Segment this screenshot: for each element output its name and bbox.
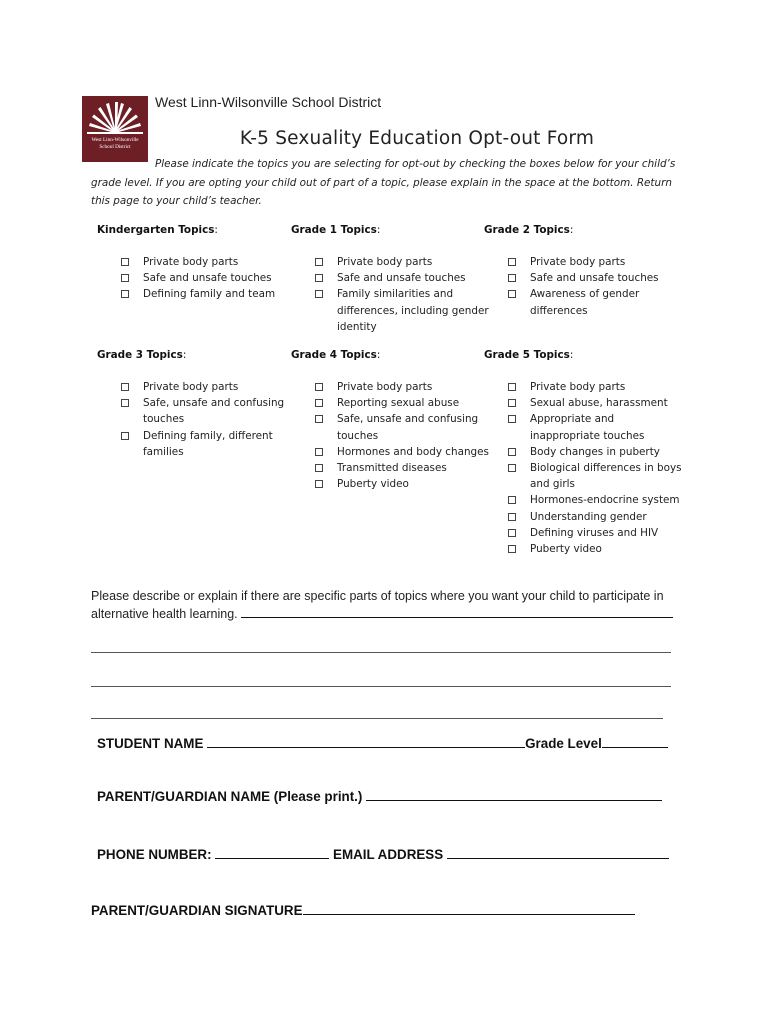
topic-list bbox=[484, 254, 684, 319]
phone-number-input[interactable] bbox=[215, 846, 329, 859]
grade-4-topics-column bbox=[291, 349, 489, 491]
topic-item bbox=[484, 444, 684, 460]
topic-label: Puberty video bbox=[530, 543, 602, 556]
topic-label: Safe, unsafe and confusing touches bbox=[337, 413, 479, 442]
topic-checkbox[interactable] bbox=[121, 383, 129, 391]
grade-topics-heading: Grade 2 Topics: bbox=[484, 224, 574, 236]
topic-item bbox=[484, 492, 684, 508]
topic-checkbox[interactable] bbox=[508, 545, 516, 553]
topic-item bbox=[97, 270, 297, 286]
grade-3-topics-column bbox=[97, 349, 287, 458]
topic-label: Private body parts bbox=[337, 256, 433, 268]
topic-label: Transmitted diseases bbox=[337, 462, 447, 475]
grade-5-topics-column bbox=[484, 349, 682, 556]
topic-checkbox[interactable] bbox=[508, 274, 516, 282]
topic-item bbox=[291, 395, 491, 411]
topic-item bbox=[97, 395, 297, 427]
topic-list bbox=[484, 379, 684, 557]
grade-topics-heading: Grade 4 Topics: bbox=[291, 349, 381, 361]
contact-field: PHONE NUMBER: EMAIL ADDRESS bbox=[97, 846, 669, 862]
topic-item bbox=[484, 270, 684, 286]
topic-item bbox=[291, 286, 491, 335]
topic-checkbox[interactable] bbox=[315, 258, 323, 266]
grade-topics-heading: Grade 3 Topics: bbox=[97, 349, 187, 361]
topic-list bbox=[97, 254, 297, 303]
topic-checkbox[interactable] bbox=[315, 399, 323, 407]
topic-checkbox[interactable] bbox=[315, 480, 323, 488]
topic-checkbox[interactable] bbox=[315, 415, 323, 423]
topic-item bbox=[484, 395, 684, 411]
topic-checkbox[interactable] bbox=[121, 290, 129, 298]
topic-checkbox[interactable] bbox=[121, 258, 129, 266]
topic-item bbox=[484, 379, 684, 395]
topic-label: Safe, unsafe and confusing touches bbox=[143, 397, 285, 426]
topic-item bbox=[97, 428, 297, 460]
topic-label: Appropriate and inappropriate touches bbox=[530, 413, 645, 442]
topic-item bbox=[484, 541, 684, 557]
topic-list bbox=[97, 379, 297, 460]
topic-checkbox[interactable] bbox=[121, 399, 129, 407]
grade-level-label: Grade Level bbox=[525, 736, 602, 751]
topic-item bbox=[484, 460, 684, 492]
topic-checkbox[interactable] bbox=[315, 464, 323, 472]
topic-item bbox=[484, 254, 684, 270]
topic-item bbox=[484, 411, 684, 443]
topic-checkbox[interactable] bbox=[508, 258, 516, 266]
email-address-input[interactable] bbox=[447, 846, 669, 859]
topic-label: Safe and unsafe touches bbox=[143, 272, 272, 285]
topic-label: Family similarities and differences, including gender identity bbox=[337, 288, 489, 333]
topic-checkbox[interactable] bbox=[508, 290, 516, 298]
grade-topics-heading: Kindergarten Topics: bbox=[97, 224, 218, 236]
topic-label: Private body parts bbox=[530, 256, 626, 268]
topic-checkbox[interactable] bbox=[508, 399, 516, 407]
topic-item bbox=[484, 525, 684, 541]
topic-label: Private body parts bbox=[337, 381, 433, 393]
topic-list bbox=[291, 379, 491, 492]
topic-label: Safe and unsafe touches bbox=[337, 272, 466, 285]
topic-item bbox=[291, 270, 491, 286]
topic-label: Hormones and body changes bbox=[337, 445, 489, 458]
topic-list bbox=[291, 254, 491, 335]
topic-label: Private body parts bbox=[530, 381, 626, 393]
topic-item bbox=[291, 254, 491, 270]
topic-checkbox[interactable] bbox=[508, 496, 516, 504]
topic-label: Private body parts bbox=[143, 381, 239, 393]
topic-item bbox=[97, 286, 297, 302]
signature-input[interactable] bbox=[303, 902, 635, 915]
explanation-line-4[interactable] bbox=[91, 718, 663, 719]
email-label: EMAIL ADDRESS bbox=[333, 847, 444, 862]
student-name-field: STUDENT NAME Grade Level bbox=[97, 735, 668, 751]
grade-topics-heading: Grade 5 Topics: bbox=[484, 349, 574, 361]
grade-topics-heading: Grade 1 Topics: bbox=[291, 224, 381, 236]
topic-checkbox[interactable] bbox=[508, 415, 516, 423]
topic-item bbox=[97, 254, 297, 270]
topic-checkbox[interactable] bbox=[508, 529, 516, 537]
topic-label: Sexual abuse, harassment bbox=[530, 397, 668, 410]
topic-label: Hormones-endocrine system bbox=[530, 494, 680, 507]
topic-checkbox[interactable] bbox=[315, 290, 323, 298]
topic-label: Defining viruses and HIV bbox=[530, 526, 659, 539]
topic-checkbox[interactable] bbox=[508, 513, 516, 521]
topic-checkbox[interactable] bbox=[315, 274, 323, 282]
explanation-line-3[interactable] bbox=[91, 686, 671, 687]
topic-item bbox=[484, 286, 684, 318]
topic-checkbox[interactable] bbox=[508, 448, 516, 456]
district-name: West Linn-Wilsonville School District bbox=[155, 94, 382, 110]
grade-1-topics-column bbox=[291, 224, 489, 333]
topic-label: Safe and unsafe touches bbox=[530, 272, 659, 285]
grade-2-topics-column bbox=[484, 224, 674, 317]
topic-item bbox=[291, 444, 491, 460]
topic-label: Body changes in puberty bbox=[530, 445, 660, 458]
parent-name-field: PARENT/GUARDIAN NAME (Please print.) bbox=[97, 788, 662, 804]
topic-checkbox[interactable] bbox=[508, 383, 516, 391]
topic-checkbox[interactable] bbox=[121, 432, 129, 440]
topic-label: Defining family and team bbox=[143, 288, 276, 301]
topic-checkbox[interactable] bbox=[315, 448, 323, 456]
student-name-input[interactable] bbox=[207, 735, 525, 748]
topic-item bbox=[291, 476, 491, 492]
form-title: K-5 Sexuality Education Opt-out Form bbox=[239, 128, 595, 149]
grade-level-input[interactable] bbox=[602, 735, 668, 748]
explanation-line-1[interactable] bbox=[241, 605, 673, 618]
explanation-line-2[interactable] bbox=[91, 652, 671, 653]
topic-label: Reporting sexual abuse bbox=[337, 397, 460, 410]
signature-field: PARENT/GUARDIAN SIGNATURE bbox=[91, 902, 635, 918]
topic-label: Puberty video bbox=[337, 478, 409, 491]
topic-item bbox=[291, 460, 491, 476]
logo-text: West Linn-Wilsonville School District bbox=[91, 137, 139, 150]
topic-label: Biological differences in boys and girls bbox=[530, 462, 682, 491]
topic-item bbox=[484, 509, 684, 525]
kindergarten-topics-column bbox=[97, 224, 287, 301]
topic-label: Defining family, different families bbox=[143, 429, 273, 458]
explanation-prompt: Please describe or explain if there are specific parts of topics where you want your child to participate in alternative health learning. bbox=[91, 588, 691, 623]
topic-label: Understanding gender bbox=[530, 510, 647, 523]
topic-item bbox=[291, 411, 491, 443]
topic-checkbox[interactable] bbox=[121, 274, 129, 282]
topic-item bbox=[291, 379, 491, 395]
topic-label: Private body parts bbox=[143, 256, 239, 268]
topic-item bbox=[97, 379, 297, 395]
form-instructions: Please indicate the topics you are selecting for opt-out by checking the boxes below for your child’s grade level. If you are opting your child out of part of a topic, please explain in the space at the bottom. Return this page to your child’s teacher. bbox=[91, 158, 676, 207]
topic-label: Awareness of gender differences bbox=[530, 288, 640, 317]
parent-name-input[interactable] bbox=[366, 788, 662, 801]
topic-checkbox[interactable] bbox=[508, 464, 516, 472]
topic-checkbox[interactable] bbox=[315, 383, 323, 391]
